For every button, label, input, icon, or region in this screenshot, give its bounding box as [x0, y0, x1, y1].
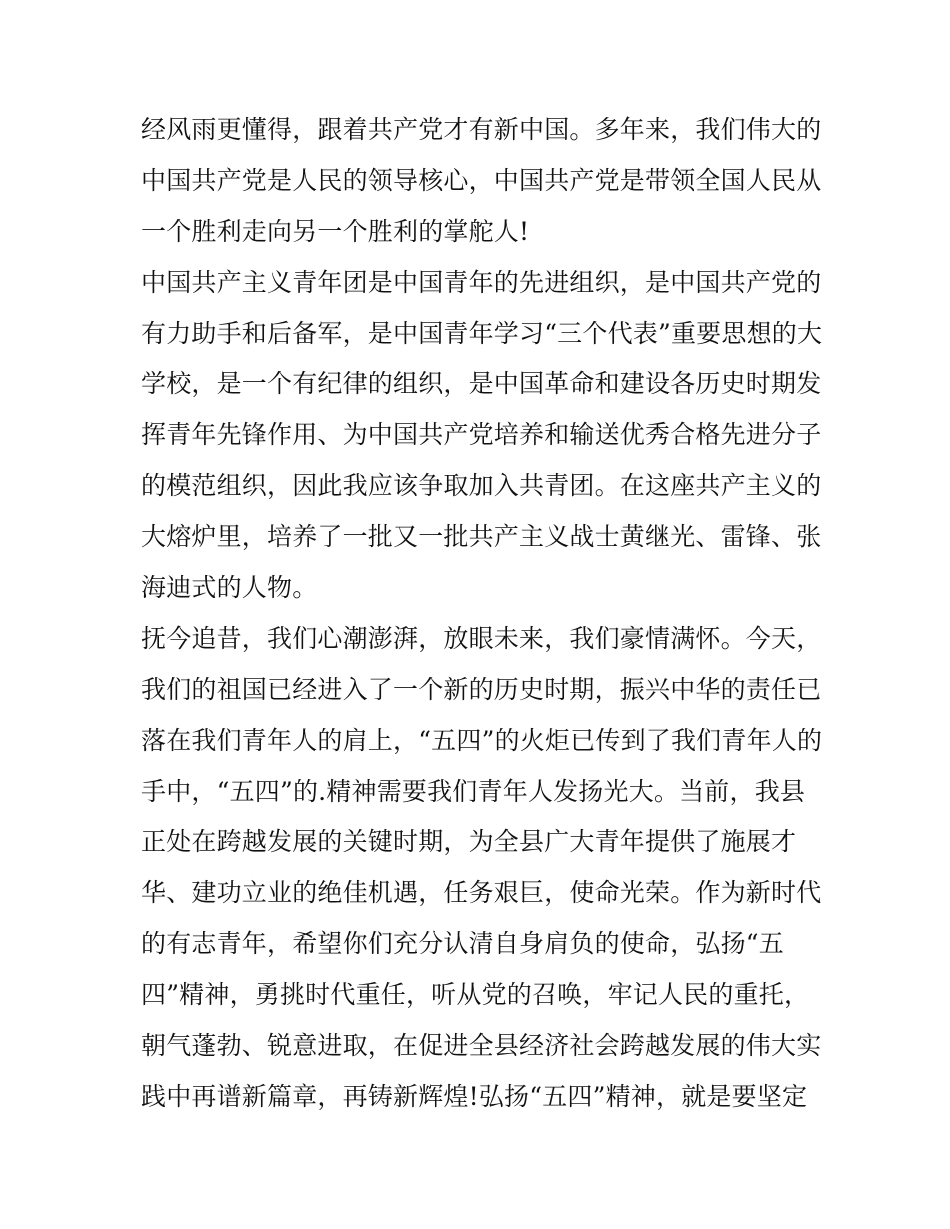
text-line: 学校，是一个有纪律的组织，是中国革命和建设各历史时期发 — [141, 369, 822, 399]
text-line: 践中再谱新篇章，再铸新辉煌!弘扬“五四”精神，就是要坚定 — [141, 1081, 808, 1111]
text-line: 落在我们青年人的肩上，“五四”的火炬已传到了我们青年人的 — [141, 725, 823, 755]
text-line: 挥青年先锋作用、为中国共产党培养和输送优秀合格先进分子 — [141, 420, 822, 450]
text-line: 海迪式的人物。 — [141, 573, 318, 603]
body-text — [141, 105, 821, 1123]
text-line: 抚今追昔，我们心潮澎湃，放眼未来，我们豪情满怀。今天， — [141, 623, 822, 653]
text-line: 手中，“五四”的.精神需要我们青年人发扬光大。当前，我县 — [141, 776, 806, 806]
text-line: 华、建功立业的绝佳机遇，任务艰巨，使命光荣。作为新时代 — [141, 878, 822, 908]
text-line: 大熔炉里，培养了一批又一批共产主义战士黄继光、雷锋、张 — [141, 522, 822, 552]
text-line: 中国共产主义青年团是中国青年的先进组织，是中国共产党的 — [141, 267, 822, 297]
text-line: 有力助手和后备军，是中国青年学习“三个代表”重要思想的大 — [141, 318, 823, 348]
text-line: 经风雨更懂得，跟着共产党才有新中国。多年来，我们伟大的 — [141, 115, 822, 144]
text-line: 四”精神，勇挑时代重任，听从党的召唤，牢记人民的重托， — [141, 980, 810, 1010]
text-line: 的模范组织，因此我应该争取加入共青团。在这座共产主义的 — [141, 471, 822, 501]
text-line: 我们的祖国已经进入了一个新的历史时期，振兴中华的责任已 — [141, 674, 822, 704]
text-line: 一个胜利走向另一个胜利的掌舵人! — [141, 216, 530, 246]
text-line: 的有志青年，希望你们充分认清自身肩负的使命，弘扬“五 — [141, 929, 784, 959]
text-line: 朝气蓬勃、锐意进取，在促进全县经济社会跨越发展的伟大实 — [141, 1031, 822, 1061]
text-line: 正处在跨越发展的关键时期，为全县广大青年提供了施展才 — [141, 827, 797, 857]
text-line: 中国共产党是人民的领导核心，中国共产党是带领全国人民从 — [141, 165, 822, 195]
